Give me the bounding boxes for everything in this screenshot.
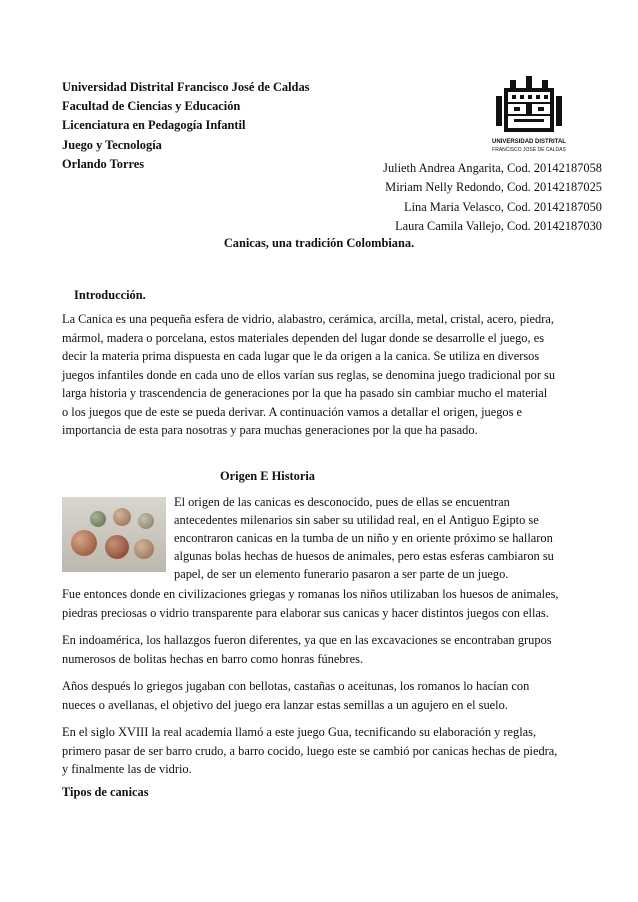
paragraph-line: Años después lo griegos jugaban con bellotas, castañas o aceitunas, los romanos lo hacían con [62,679,530,693]
paragraph-line: piedras preciosas o vidrio transparente para elaborar sus canicas y hacer distintos juegos con ellas. [62,605,549,620]
origin-paragraph-5 [62,723,590,779]
paragraph-line: En el siglo XVIII la real academia llamó a este juego Gua, tecnificando su elaboración y reglas, [62,725,537,739]
header-block [62,78,309,174]
intro-line: larga historia y trascendencia de generaciones por la que ha pasado sin cambiar mucho el material [62,386,548,400]
document-title: Canicas, una tradición Colombiana. [223,236,415,250]
marbles-photo [62,497,166,572]
intro-heading: Introducción. [74,288,146,302]
author-2: Miriam Nelly Redondo, Cod. 20142187025 [385,180,602,195]
origin-line: papel, de ser un elemento funerario pasaron a ser parte de un juego. [174,567,509,582]
logo-text-1: UNIVERSIDAD DISTRITAL [492,139,566,145]
header-course: Juego y Tecnología [62,137,162,152]
origin-heading: Origen E Historia [220,469,315,483]
header-university: Universidad Distrital Francisco José de Caldas [62,80,310,94]
origin-line: encontraron canicas en la tumba de un niño y en oriente próximo se hallaron [174,531,553,546]
paragraph-line: primero pasar de ser barro crudo, a barro cocido, luego este se cambió por canicas hechas de piedra, [62,743,558,758]
intro-line: La Canica es una pequeña esfera de vidrio, alabastro, cerámica, arcilla, metal, cristal, acero, piedra, [62,312,554,326]
origin-paragraph-3 [62,631,590,668]
origin-paragraph-4 [62,677,590,714]
header-program: Licenciatura en Pedagogía Infantil [62,118,246,133]
intro-line: o los juegos que de este se pueda derivar. A continuación vamos a detallar el origen, juegos e [62,404,523,419]
intro-paragraph [62,310,590,440]
intro-line: decir la materia prima dispuesta en cada lugar que le da origen a la canica. Se utiliza en diversos [62,349,540,363]
paragraph-line: y finalmente las de vidrio. [62,762,192,776]
intro-line: juegos infantiles donde en cada uno de ellos varían sus reglas, se denomina juego tradicional por su [62,367,556,382]
author-3: Lina Maria Velasco, Cod. 20142187050 [404,199,602,214]
university-logo [484,74,574,160]
paragraph-line: numerosos de bolitas hechas en barro como honras fúnebres. [62,651,364,666]
authors-block [383,159,602,236]
types-heading: Tipos de canicas [62,785,149,799]
origin-line: algunas bolas hechas de huesos de animales, pero estas esferas cambiaron su [174,549,554,564]
origin-line: antecedentes milenarios sin saber su utilidad real, en el Antiguo Egipto se [174,513,539,528]
intro-line: mármol, madera o porcelana, estos materiales dependen del lugar donde se desarrolle el juego, es [62,330,545,345]
header-faculty: Facultad de Ciencias y Educación [62,99,241,114]
origin-line: El origen de las canicas es desconocido, pues de ellas se encuentran [174,495,510,509]
author-4: Laura Camila Vallejo, Cod. 20142187030 [395,218,602,233]
paragraph-line: nueces o avellanas, el objetivo del juego era lanzar estas semillas a un agujero en el suelo. [62,697,508,712]
origin-side-paragraph [174,493,594,583]
origin-paragraph-2 [62,585,590,622]
paragraph-line: En indoamérica, los hallazgos fueron diferentes, ya que en las excavaciones se encontraban grupos [62,633,552,647]
header-teacher: Orlando Torres [62,156,145,171]
logo-text-2: FRANCISCO JOSÉ DE CALDAS [492,147,566,153]
author-1: Julieth Andrea Angarita, Cod. 20142187058 [383,161,602,175]
paragraph-line: Fue entonces donde en civilizaciones griegas y romanas los niños utilizaban los huesos de animales, [62,587,559,601]
intro-line: importancia de esta para nosotras y para muchas generaciones por la que ha pasado. [62,423,478,437]
